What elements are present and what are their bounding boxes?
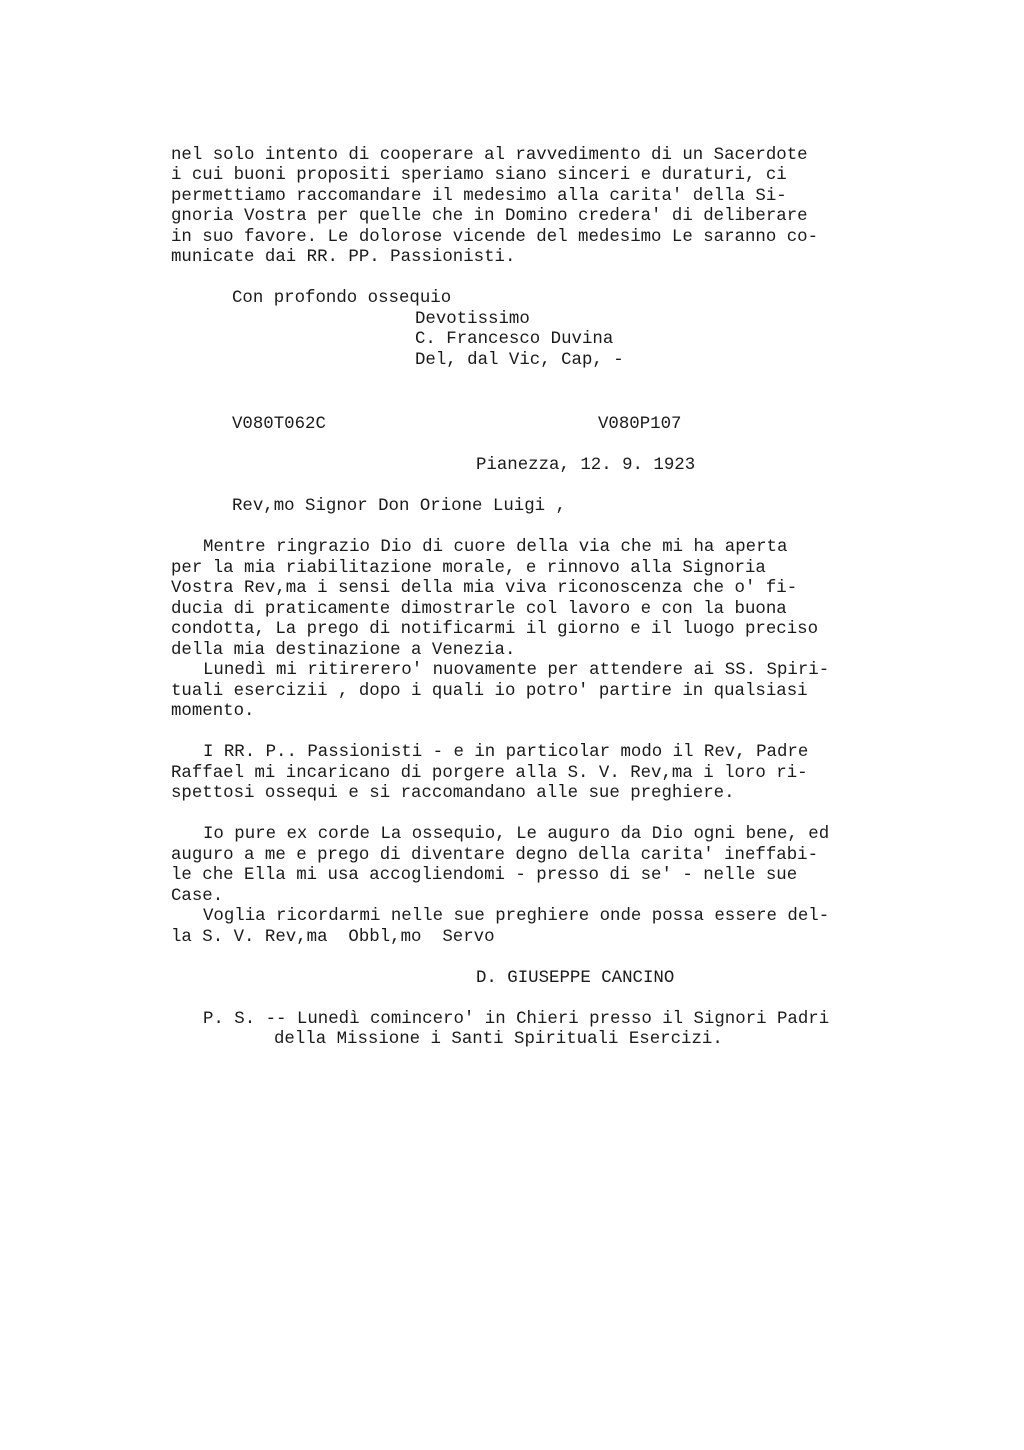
paragraph-line: Lunedì mi ritirerero' nuovamente per attendere ai SS. Spiri- (203, 661, 830, 680)
body-line: in suo favore. Le dolorose vicende del medesimo Le saranno co- (171, 228, 819, 247)
document-code-right: V080P107 (598, 415, 682, 434)
paragraph-line: per la mia riabilitazione morale, e rinnovo alla Signoria (171, 559, 766, 578)
paragraph-line: Case. (171, 887, 224, 906)
body-line: permettiamo raccomandare il medesimo alla carita' della Si- (171, 187, 787, 206)
body-line: i cui buoni propositi speriamo siano sinceri e duraturi, ci (171, 166, 787, 185)
place-date: Pianezza, 12. 9. 1923 (476, 456, 696, 475)
paragraph-line: I RR. P.. Passionisti - e in particolar modo il Rev, Padre (203, 743, 809, 762)
closing-line: Con profondo ossequio (232, 289, 452, 308)
salutation: Rev,mo Signor Don Orione Luigi , (232, 497, 566, 516)
paragraph-line: momento. (171, 702, 255, 721)
paragraph-line: condotta, La prego di notificarmi il giorno e il luogo preciso (171, 620, 819, 639)
postscript-line: P. S. -- Lunedì comincero' in Chieri presso il Signori Padri (203, 1010, 830, 1029)
body-line: gnoria Vostra per quelle che in Domino credera' di deliberare (171, 207, 808, 226)
paragraph-line: Voglia ricordarmi nelle sue preghiere onde possa essere del- (203, 907, 830, 926)
paragraph-line: Vostra Rev,ma i sensi della mia viva riconoscenza che o' fi- (171, 579, 798, 598)
paragraph-line: Mentre ringrazio Dio di cuore della via che mi ha aperta (203, 538, 788, 557)
paragraph-line: tuali esercizii , dopo i quali io potro' partire in qualsiasi (171, 682, 808, 701)
paragraph-line: della mia destinazione a Venezia. (171, 641, 516, 660)
body-line: nel solo intento di cooperare al ravvedimento di un Sacerdote (171, 146, 808, 165)
signature-line: Devotissimo (415, 310, 530, 329)
paragraph-line: auguro a me e prego di diventare degno della carita' ineffabi- (171, 846, 819, 865)
paragraph-line: la S. V. Rev,ma Obbl,mo Servo (171, 928, 495, 947)
body-line: municate dai RR. PP. Passionisti. (171, 248, 516, 267)
paragraph-line: spettosi ossequi e si raccomandano alle sue preghiere. (171, 784, 735, 803)
paragraph-line: Io pure ex corde La ossequio, Le auguro da Dio ogni bene, ed (203, 825, 830, 844)
signature-line: C. Francesco Duvina (415, 330, 614, 349)
paragraph-line: ducia di praticamente dimostrarle col lavoro e con la buona (171, 600, 787, 619)
signature: D. GIUSEPPE CANCINO (476, 969, 675, 988)
postscript-line: della Missione i Santi Spirituali Esercizi. (274, 1030, 723, 1049)
document-code-left: V080T062C (232, 415, 326, 434)
paragraph-line: Raffael mi incaricano di porgere alla S. V. Rev,ma i loro ri- (171, 764, 808, 783)
signature-line: Del, dal Vic, Cap, - (415, 351, 624, 370)
paragraph-line: le che Ella mi usa accogliendomi - presso di se' - nelle sue (171, 866, 798, 885)
